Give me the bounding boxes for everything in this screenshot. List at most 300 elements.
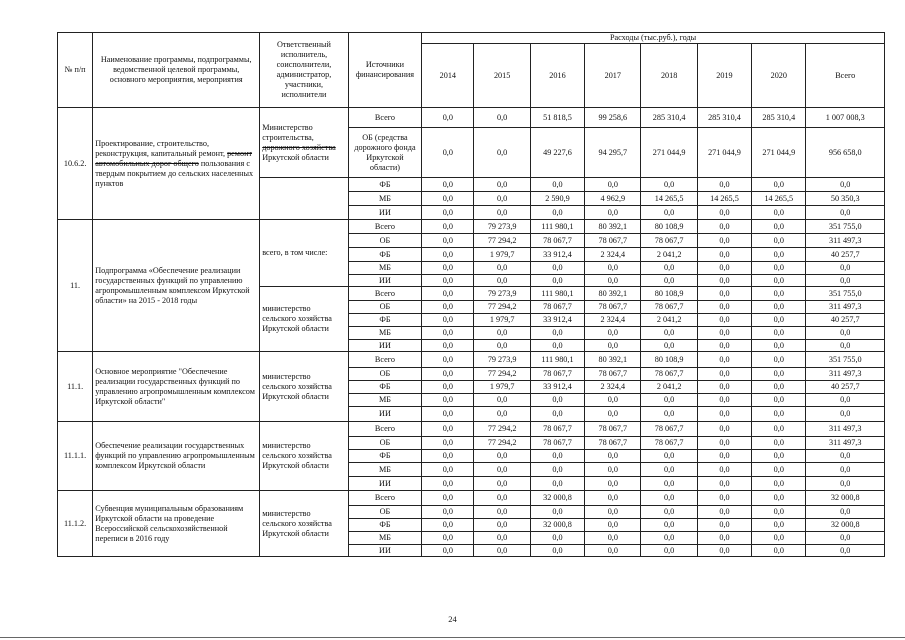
year-value: 0,0 [752, 491, 806, 506]
year-value: 0,0 [474, 340, 530, 352]
total-value: 0,0 [806, 532, 885, 545]
year-value: 0,0 [422, 394, 474, 407]
year-value: 0,0 [752, 178, 806, 192]
year-value: 0,0 [422, 128, 474, 178]
year-value: 0,0 [697, 301, 751, 314]
year-value: 0,0 [585, 532, 641, 545]
year-value: 0,0 [641, 450, 697, 463]
year-value: 0,0 [697, 519, 751, 532]
year-value: 0,0 [422, 368, 474, 381]
year-value: 0,0 [752, 220, 806, 234]
responsible-executor-empty [260, 178, 349, 220]
year-value: 0,0 [474, 519, 530, 532]
year-value: 0,0 [697, 327, 751, 340]
year-value: 0,0 [697, 422, 751, 437]
item-number: 11.1.2. [58, 491, 93, 557]
year-value: 78 067,7 [641, 368, 697, 381]
year-value: 0,0 [585, 327, 641, 340]
year-value: 271 044,9 [641, 128, 697, 178]
year-value: 285 310,4 [697, 108, 751, 128]
total-value: 0,0 [806, 275, 885, 287]
year-value: 0,0 [752, 327, 806, 340]
year-value: 80 392,1 [585, 220, 641, 234]
year-value: 0,0 [641, 394, 697, 407]
header-year: 2015 [474, 44, 530, 108]
year-value: 0,0 [585, 519, 641, 532]
total-value: 311 497,3 [806, 422, 885, 437]
total-value: 0,0 [806, 450, 885, 463]
funding-source: ФБ [348, 519, 421, 532]
year-value: 2 041,2 [641, 314, 697, 327]
year-value: 0,0 [474, 477, 530, 491]
table-row [58, 220, 885, 234]
year-value: 78 067,7 [530, 437, 584, 450]
year-value: 0,0 [697, 450, 751, 463]
responsible-executor [260, 108, 349, 178]
year-value: 0,0 [752, 450, 806, 463]
responsible-executor: министерство сельского хозяйства Иркутской области [260, 491, 349, 557]
year-value: 0,0 [422, 234, 474, 248]
year-value: 0,0 [585, 545, 641, 557]
item-name-part: пользования с твердым покрытием до сельских населенных пунктов [95, 158, 254, 188]
year-value: 0,0 [474, 128, 530, 178]
year-value: 78 067,7 [585, 301, 641, 314]
year-value: 0,0 [474, 450, 530, 463]
header-expenses: Расходы (тыс.руб.), годы [422, 33, 885, 44]
year-value: 0,0 [474, 108, 530, 128]
year-value: 0,0 [585, 275, 641, 287]
funding-source: Всего [348, 491, 421, 506]
year-value: 0,0 [422, 206, 474, 220]
year-value: 0,0 [422, 262, 474, 275]
header-total: Всего [806, 44, 885, 108]
year-value: 33 912,4 [530, 248, 584, 262]
responsible-part: Министерство строительства, [262, 122, 314, 142]
year-value: 78 067,7 [530, 368, 584, 381]
year-value: 0,0 [752, 340, 806, 352]
year-value: 1 979,7 [474, 314, 530, 327]
year-value: 2 590,9 [530, 192, 584, 206]
year-value: 4 962,9 [585, 192, 641, 206]
year-value: 0,0 [422, 463, 474, 477]
funding-source: МБ [348, 463, 421, 477]
header-year: 2014 [422, 44, 474, 108]
responsible-struck: дорожного хозяйства [262, 142, 336, 152]
year-value: 0,0 [752, 352, 806, 368]
year-value: 1 979,7 [474, 248, 530, 262]
total-value: 311 497,3 [806, 301, 885, 314]
year-value: 0,0 [422, 532, 474, 545]
year-value: 0,0 [697, 206, 751, 220]
year-value: 0,0 [697, 437, 751, 450]
funding-source: Всего [348, 287, 421, 301]
header-num: № п/п [58, 33, 93, 108]
year-value: 0,0 [641, 545, 697, 557]
year-value: 0,0 [752, 422, 806, 437]
year-value: 285 310,4 [752, 108, 806, 128]
year-value: 0,0 [752, 532, 806, 545]
year-value: 0,0 [585, 262, 641, 275]
total-value: 50 350,3 [806, 192, 885, 206]
year-value: 78 067,7 [530, 234, 584, 248]
year-value: 0,0 [474, 491, 530, 506]
year-value: 285 310,4 [641, 108, 697, 128]
year-value: 0,0 [530, 407, 584, 422]
total-value: 0,0 [806, 545, 885, 557]
total-value: 351 755,0 [806, 287, 885, 301]
year-value: 0,0 [697, 491, 751, 506]
year-value: 0,0 [585, 477, 641, 491]
year-value: 0,0 [585, 450, 641, 463]
total-value: 0,0 [806, 506, 885, 519]
year-value: 111 980,1 [530, 220, 584, 234]
year-value: 0,0 [422, 178, 474, 192]
year-value: 0,0 [697, 248, 751, 262]
responsible-executor: министерство сельского хозяйства Иркутской области [260, 287, 349, 352]
year-value: 79 273,9 [474, 287, 530, 301]
year-value: 33 912,4 [530, 381, 584, 394]
total-value: 0,0 [806, 178, 885, 192]
item-name: Подпрограмма «Обеспечение реализации государственных функций по управлению агропромышленным комплексом Иркутской области» на 2015 - 2018 годы [93, 220, 260, 352]
year-value: 0,0 [422, 192, 474, 206]
year-value: 0,0 [422, 352, 474, 368]
year-value: 0,0 [530, 463, 584, 477]
year-value: 79 273,9 [474, 352, 530, 368]
year-value: 0,0 [474, 275, 530, 287]
year-value: 2 041,2 [641, 248, 697, 262]
year-value: 0,0 [697, 178, 751, 192]
item-name-part: Проектирование, строительство, реконструкция, капитальный ремонт, [95, 138, 228, 158]
year-value: 78 067,7 [585, 437, 641, 450]
responsible-executor: министерство сельского хозяйства Иркутской области [260, 422, 349, 491]
item-number: 11.1. [58, 352, 93, 422]
year-value: 0,0 [474, 206, 530, 220]
total-value: 351 755,0 [806, 352, 885, 368]
funding-source: МБ [348, 262, 421, 275]
year-value: 80 392,1 [585, 287, 641, 301]
year-value: 0,0 [530, 206, 584, 220]
year-value: 0,0 [422, 422, 474, 437]
funding-source: ИИ [348, 340, 421, 352]
year-value: 14 265,5 [697, 192, 751, 206]
item-name [93, 108, 260, 220]
item-name: Субвенция муниципальным образованиям Иркутской области на проведение Всероссийской сельскохозяйственной переписи в 2016 году [93, 491, 260, 557]
funding-source: ФБ [348, 450, 421, 463]
year-value: 0,0 [585, 340, 641, 352]
year-value: 0,0 [752, 314, 806, 327]
year-value: 0,0 [474, 463, 530, 477]
year-value: 0,0 [585, 463, 641, 477]
total-value: 0,0 [806, 327, 885, 340]
year-value: 0,0 [530, 450, 584, 463]
funding-source: ФБ [348, 248, 421, 262]
year-value: 0,0 [752, 248, 806, 262]
year-value: 0,0 [474, 178, 530, 192]
year-value: 0,0 [530, 477, 584, 491]
funding-source: ИИ [348, 275, 421, 287]
year-value: 77 294,2 [474, 368, 530, 381]
year-value: 0,0 [641, 262, 697, 275]
table-row [58, 422, 885, 437]
year-value: 0,0 [474, 327, 530, 340]
item-number: 11. [58, 220, 93, 352]
year-value: 0,0 [530, 340, 584, 352]
year-value: 77 294,2 [474, 422, 530, 437]
table-row [58, 491, 885, 506]
responsible-executor: всего, в том числе: [260, 220, 349, 287]
year-value: 0,0 [422, 450, 474, 463]
year-value: 0,0 [752, 206, 806, 220]
page-edge-line [0, 637, 905, 638]
year-value: 0,0 [641, 532, 697, 545]
year-value: 0,0 [697, 287, 751, 301]
year-value: 0,0 [641, 327, 697, 340]
year-value: 0,0 [697, 407, 751, 422]
year-value: 49 227,6 [530, 128, 584, 178]
total-value: 0,0 [806, 407, 885, 422]
year-value: 0,0 [585, 178, 641, 192]
funding-source: ФБ [348, 178, 421, 192]
total-value: 40 257,7 [806, 248, 885, 262]
total-value: 1 007 008,3 [806, 108, 885, 128]
year-value: 78 067,7 [641, 422, 697, 437]
year-value: 0,0 [641, 506, 697, 519]
funding-source: ОБ (средства дорожного фонда Иркутской области) [348, 128, 421, 178]
year-value: 0,0 [697, 532, 751, 545]
year-value: 78 067,7 [585, 234, 641, 248]
item-number: 11.1.1. [58, 422, 93, 491]
year-value: 0,0 [697, 234, 751, 248]
year-value: 0,0 [752, 394, 806, 407]
year-value: 2 041,2 [641, 381, 697, 394]
item-name: Обеспечение реализации государственных функций по управлению агропромышленным комплексом Иркутской области [93, 422, 260, 491]
year-value: 0,0 [697, 340, 751, 352]
year-value: 78 067,7 [641, 234, 697, 248]
year-value: 0,0 [697, 506, 751, 519]
year-value: 0,0 [474, 532, 530, 545]
year-value: 0,0 [641, 407, 697, 422]
year-value: 0,0 [422, 545, 474, 557]
item-number: 10.6.2. [58, 108, 93, 220]
year-value: 0,0 [752, 545, 806, 557]
year-value: 78 067,7 [530, 422, 584, 437]
year-value: 0,0 [585, 491, 641, 506]
year-value: 78 067,7 [585, 422, 641, 437]
year-value: 271 044,9 [752, 128, 806, 178]
funding-source: Всего [348, 108, 421, 128]
year-value: 77 294,2 [474, 301, 530, 314]
year-value: 0,0 [752, 477, 806, 491]
year-value: 80 108,9 [641, 220, 697, 234]
year-value: 2 324,4 [585, 248, 641, 262]
year-value: 111 980,1 [530, 352, 584, 368]
total-value: 32 000,8 [806, 519, 885, 532]
year-value: 0,0 [697, 314, 751, 327]
year-value: 0,0 [697, 262, 751, 275]
year-value: 0,0 [641, 463, 697, 477]
header-year: 2018 [641, 44, 697, 108]
year-value: 0,0 [641, 178, 697, 192]
year-value: 0,0 [422, 407, 474, 422]
year-value: 0,0 [422, 287, 474, 301]
year-value: 78 067,7 [641, 437, 697, 450]
year-value: 77 294,2 [474, 437, 530, 450]
year-value: 32 000,8 [530, 491, 584, 506]
year-value: 0,0 [422, 491, 474, 506]
header-year: 2019 [697, 44, 751, 108]
year-value: 0,0 [752, 275, 806, 287]
year-value: 0,0 [422, 314, 474, 327]
year-value: 0,0 [752, 519, 806, 532]
year-value: 0,0 [752, 287, 806, 301]
year-value: 0,0 [697, 275, 751, 287]
header-name: Наименование программы, подпрограммы, ведомственной целевой программы, основного мероприятия, мероприятия [93, 33, 260, 108]
total-value: 40 257,7 [806, 381, 885, 394]
year-value: 0,0 [752, 437, 806, 450]
year-value: 0,0 [422, 381, 474, 394]
year-value: 0,0 [474, 394, 530, 407]
year-value: 0,0 [697, 394, 751, 407]
total-value: 0,0 [806, 477, 885, 491]
funding-source: ОБ [348, 437, 421, 450]
funding-source: ИИ [348, 545, 421, 557]
year-value: 0,0 [697, 477, 751, 491]
total-value: 311 497,3 [806, 234, 885, 248]
year-value: 78 067,7 [585, 368, 641, 381]
year-value: 0,0 [697, 352, 751, 368]
year-value: 0,0 [422, 275, 474, 287]
funding-source: МБ [348, 327, 421, 340]
responsible-executor: министерство сельского хозяйства Иркутской области [260, 352, 349, 422]
header-year: 2016 [530, 44, 584, 108]
funding-source: МБ [348, 394, 421, 407]
year-value: 1 979,7 [474, 381, 530, 394]
year-value: 0,0 [752, 301, 806, 314]
year-value: 2 324,4 [585, 314, 641, 327]
year-value: 0,0 [641, 275, 697, 287]
year-value: 0,0 [474, 192, 530, 206]
year-value: 77 294,2 [474, 234, 530, 248]
year-value: 0,0 [641, 340, 697, 352]
total-value: 0,0 [806, 340, 885, 352]
header-year: 2020 [752, 44, 806, 108]
total-value: 351 755,0 [806, 220, 885, 234]
year-value: 80 108,9 [641, 287, 697, 301]
funding-source: Всего [348, 220, 421, 234]
year-value: 0,0 [422, 477, 474, 491]
funding-source: ИИ [348, 206, 421, 220]
year-value: 0,0 [422, 220, 474, 234]
table-row [58, 108, 885, 128]
year-value: 79 273,9 [474, 220, 530, 234]
header-resp: Ответственный исполнитель, соисполнители, администратор, участники, исполнители [260, 33, 349, 108]
year-value: 0,0 [530, 545, 584, 557]
year-value: 0,0 [422, 108, 474, 128]
year-value: 0,0 [752, 381, 806, 394]
total-value: 0,0 [806, 463, 885, 477]
funding-source: МБ [348, 192, 421, 206]
year-value: 0,0 [422, 519, 474, 532]
year-value: 78 067,7 [530, 301, 584, 314]
year-value: 0,0 [697, 220, 751, 234]
year-value: 2 324,4 [585, 381, 641, 394]
year-value: 99 258,6 [585, 108, 641, 128]
year-value: 0,0 [752, 262, 806, 275]
year-value: 0,0 [530, 394, 584, 407]
year-value: 32 000,8 [530, 519, 584, 532]
funding-source: ОБ [348, 234, 421, 248]
year-value: 0,0 [752, 234, 806, 248]
year-value: 0,0 [752, 463, 806, 477]
total-value: 0,0 [806, 262, 885, 275]
year-value: 0,0 [697, 545, 751, 557]
year-value: 80 392,1 [585, 352, 641, 368]
year-value: 0,0 [585, 394, 641, 407]
year-value: 0,0 [422, 506, 474, 519]
total-value: 0,0 [806, 394, 885, 407]
header-src: Источники финансирования [348, 33, 421, 108]
header-year: 2017 [585, 44, 641, 108]
funding-source: Всего [348, 422, 421, 437]
year-value: 0,0 [530, 262, 584, 275]
year-value: 0,0 [585, 407, 641, 422]
year-value: 0,0 [422, 437, 474, 450]
table-row [58, 352, 885, 368]
year-value: 0,0 [752, 407, 806, 422]
year-value: 14 265,5 [752, 192, 806, 206]
year-value: 0,0 [474, 407, 530, 422]
funding-source: Всего [348, 352, 421, 368]
total-value: 40 257,7 [806, 314, 885, 327]
year-value: 0,0 [641, 491, 697, 506]
year-value: 0,0 [641, 206, 697, 220]
year-value: 0,0 [530, 275, 584, 287]
funding-source: ИИ [348, 477, 421, 491]
year-value: 0,0 [474, 545, 530, 557]
year-value: 0,0 [422, 248, 474, 262]
total-value: 311 497,3 [806, 368, 885, 381]
year-value: 0,0 [422, 327, 474, 340]
year-value: 0,0 [530, 327, 584, 340]
year-value: 0,0 [422, 301, 474, 314]
year-value: 0,0 [530, 532, 584, 545]
page-number: 24 [448, 614, 457, 624]
total-value: 32 000,8 [806, 491, 885, 506]
year-value: 78 067,7 [641, 301, 697, 314]
year-value: 0,0 [697, 381, 751, 394]
year-value: 94 295,7 [585, 128, 641, 178]
year-value: 0,0 [585, 206, 641, 220]
year-value: 0,0 [641, 477, 697, 491]
budget-table [57, 32, 885, 557]
year-value: 0,0 [530, 506, 584, 519]
year-value: 51 818,5 [530, 108, 584, 128]
funding-source: МБ [348, 532, 421, 545]
year-value: 80 108,9 [641, 352, 697, 368]
item-name-struck: ремонт автомобильных дорог общего [95, 148, 253, 168]
year-value: 0,0 [585, 506, 641, 519]
total-value: 0,0 [806, 206, 885, 220]
year-value: 0,0 [474, 506, 530, 519]
year-value: 0,0 [697, 463, 751, 477]
funding-source: ОБ [348, 506, 421, 519]
funding-source: ФБ [348, 314, 421, 327]
year-value: 0,0 [641, 519, 697, 532]
year-value: 0,0 [474, 262, 530, 275]
total-value: 311 497,3 [806, 437, 885, 450]
year-value: 0,0 [752, 368, 806, 381]
year-value: 14 265,5 [641, 192, 697, 206]
